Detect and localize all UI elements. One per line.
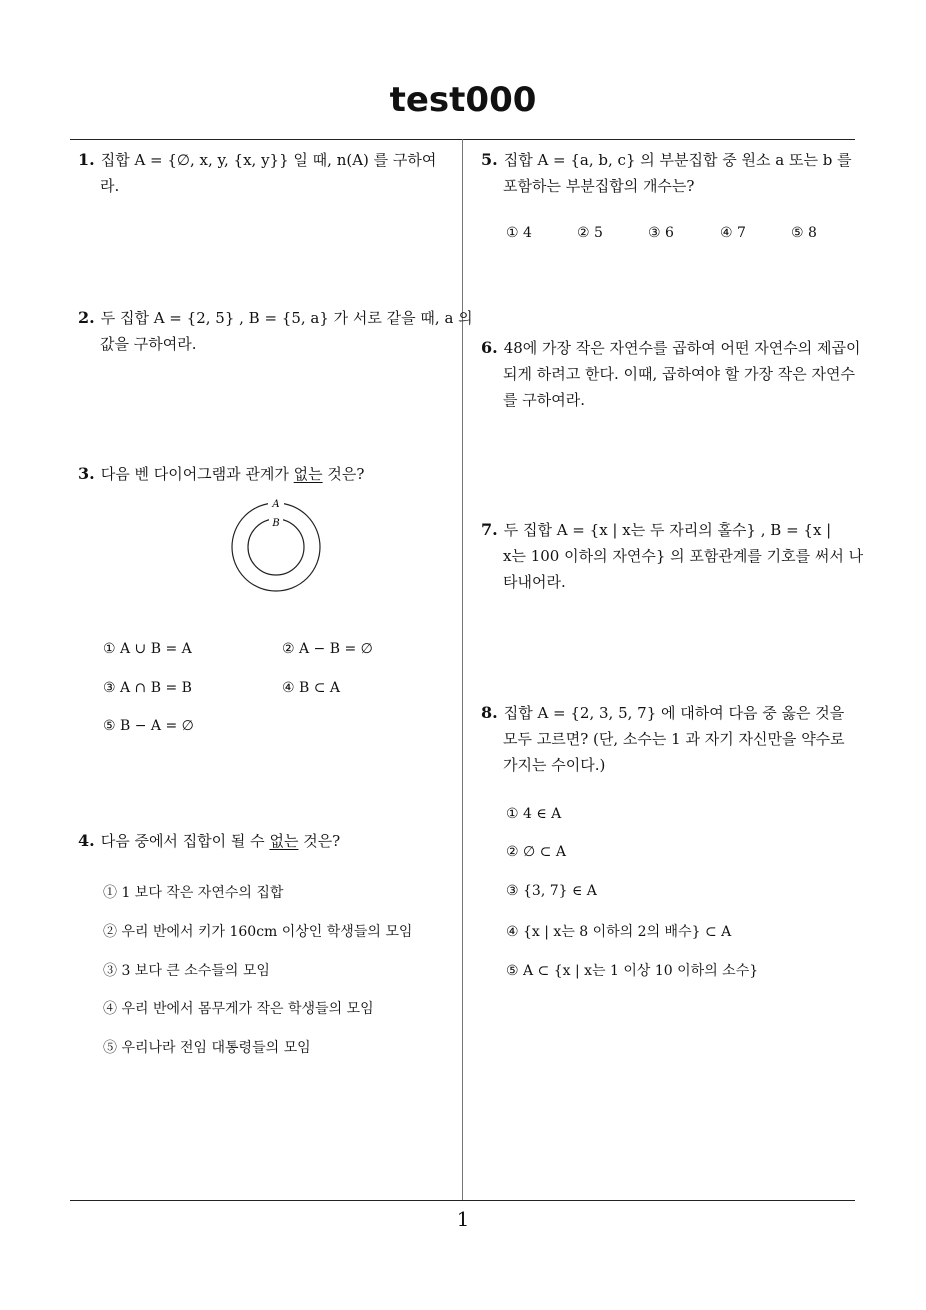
- option-4: ④ {x | x는 8 이하의 2의 배수} ⊂ A: [506, 924, 732, 940]
- question-number: 6.: [481, 338, 498, 357]
- question-8: [481, 700, 845, 778]
- option-3: ③ 6: [648, 225, 674, 241]
- option-1: ① 4 ∈ A: [506, 806, 562, 822]
- question-text: 가지는 수이다.): [503, 756, 606, 774]
- option-3: ③ A ∩ B = B: [103, 680, 192, 696]
- option-3: ③ {3, 7} ∈ A: [506, 883, 597, 899]
- underlined-word: 없는: [269, 832, 299, 850]
- question-text: 라.: [100, 177, 120, 195]
- page-title: test000: [389, 80, 537, 120]
- question-4: [78, 828, 340, 854]
- question-text: 집합 A = {∅, x, y, {x, y}} 일 때, n(A) 를 구하여: [100, 151, 437, 169]
- question-text: 타내어라.: [503, 573, 566, 591]
- question-text: 것은?: [298, 832, 341, 850]
- option-1: ① 4: [506, 225, 532, 241]
- question-2: [78, 305, 473, 357]
- option-4: ④ 7: [720, 225, 746, 241]
- question-text: 집합 A = {2, 3, 5, 7} 에 대하여 다음 중 옳은 것을: [503, 704, 845, 722]
- question-7: [481, 517, 863, 595]
- option-2: ② 5: [577, 225, 603, 241]
- question-text: 다음 중에서 집합이 될 수: [100, 832, 270, 850]
- question-number: 1.: [78, 150, 95, 169]
- question-number: 2.: [78, 308, 95, 327]
- question-number: 3.: [78, 464, 95, 483]
- column-divider: [462, 139, 463, 1200]
- question-6: [481, 335, 860, 413]
- question-text: 두 집합 A = {2, 5} , B = {5, a} 가 서로 같을 때, a 의: [100, 309, 473, 327]
- question-number: 4.: [78, 831, 95, 850]
- option-4: ④ B ⊂ A: [282, 680, 341, 696]
- option-1: ① 1 보다 작은 자연수의 집합: [103, 885, 284, 901]
- option-4: ④ 우리 반에서 몸무게가 작은 학생들의 모임: [103, 1001, 374, 1017]
- question-text: 48에 가장 작은 자연수를 곱하여 어떤 자연수의 제곱이: [503, 339, 861, 357]
- question-text: 것은?: [322, 465, 365, 483]
- option-3: ③ 3 보다 큰 소수들의 모임: [103, 963, 270, 979]
- question-text: 포함하는 부분집합의 개수는?: [503, 177, 695, 195]
- option-1: ① A ∪ B = A: [103, 641, 192, 657]
- question-5: [481, 147, 852, 199]
- question-number: 8.: [481, 703, 498, 722]
- option-5: ⑤ A ⊂ {x | x는 1 이상 10 이하의 소수}: [506, 963, 759, 979]
- venn-label-inner: B: [272, 518, 280, 529]
- question-text: 다음 벤 다이어그램과 관계가: [100, 465, 294, 483]
- option-5: ⑤ 8: [791, 225, 817, 241]
- option-2: ② A − B = ∅: [282, 641, 373, 657]
- question-text: x는 100 이하의 자연수} 의 포함관계를 기호를 써서 나: [503, 547, 864, 565]
- venn-label-outer: A: [272, 499, 280, 510]
- option-5: ⑤ B − A = ∅: [103, 718, 194, 734]
- option-2: ② 우리 반에서 키가 160cm 이상인 학생들의 모임: [103, 924, 413, 940]
- question-text: 값을 구하여라.: [100, 335, 197, 353]
- page-number: 1: [456, 1207, 470, 1231]
- footer-divider: [70, 1200, 855, 1201]
- underlined-word: 없는: [293, 465, 323, 483]
- option-5: ⑤ 우리나라 전임 대통령들의 모임: [103, 1040, 311, 1056]
- venn-diagram: [228, 497, 324, 593]
- question-text: 되게 하려고 한다. 이때, 곱하여야 할 가장 작은 자연수: [503, 365, 855, 383]
- question-1: [78, 147, 436, 199]
- question-text: 모두 고르면? (단, 소수는 1 과 자기 자신만을 약수로: [503, 730, 845, 748]
- option-2: ② ∅ ⊂ A: [506, 844, 566, 860]
- question-3: [78, 461, 364, 487]
- question-number: 5.: [481, 150, 498, 169]
- question-text: 를 구하여라.: [503, 391, 585, 409]
- question-text: 두 집합 A = {x | x는 두 자리의 홀수} , B = {x |: [503, 521, 832, 539]
- question-text: 집합 A = {a, b, c} 의 부분집합 중 원소 a 또는 b 를: [503, 151, 852, 169]
- question-number: 7.: [481, 520, 498, 539]
